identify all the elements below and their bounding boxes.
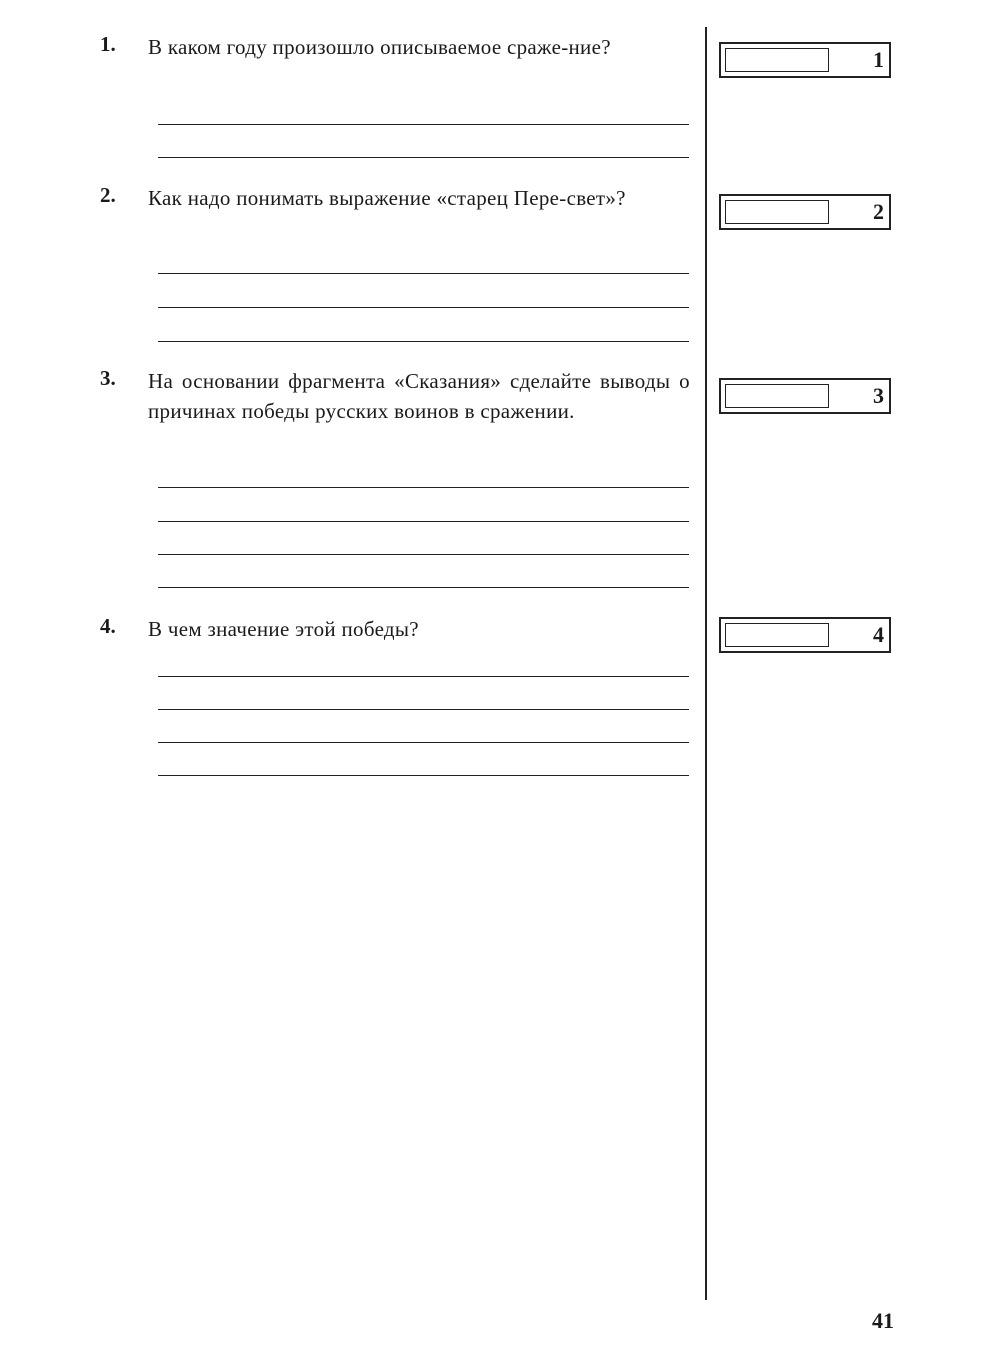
answer-line[interactable] [158,157,689,158]
answer-line[interactable] [158,521,689,522]
answer-line[interactable] [158,775,689,776]
answer-line[interactable] [158,709,689,710]
score-input-cell[interactable] [725,200,829,224]
score-label: 3 [873,383,884,408]
score-input-cell[interactable] [725,384,829,408]
answer-line[interactable] [158,554,689,555]
question-text: На основании фрагмента «Сказания» сделайте выводы о причинах победы русских воинов в сражении. [148,369,690,423]
answer-line[interactable] [158,341,689,342]
question-text: В каком году произошло описываемое сраже-ние? [148,35,611,59]
answer-line[interactable] [158,742,689,743]
score-label: 1 [873,47,884,72]
score-box-4 [719,617,891,653]
answer-line[interactable] [158,676,689,677]
question-text: В чем значение этой победы? [148,617,419,641]
question-number: 2. [100,183,116,207]
score-input-cell[interactable] [725,623,829,647]
answer-line[interactable] [158,124,689,125]
question-number: 3. [100,366,116,390]
score-label: 4 [873,622,884,647]
answer-line[interactable] [158,273,689,274]
answer-line[interactable] [158,487,689,488]
score-box-3 [719,378,891,414]
score-box-1 [719,42,891,78]
question-number: 1. [100,32,116,56]
page-number: 41 [872,1308,894,1333]
score-box-2 [719,194,891,230]
question-text: Как надо понимать выражение «старец Пере-свет»? [148,186,626,210]
answer-line[interactable] [158,307,689,308]
question-number: 4. [100,614,116,638]
score-input-cell[interactable] [725,48,829,72]
score-label: 2 [873,199,884,224]
margin-rule [705,27,707,1300]
answer-line[interactable] [158,587,689,588]
